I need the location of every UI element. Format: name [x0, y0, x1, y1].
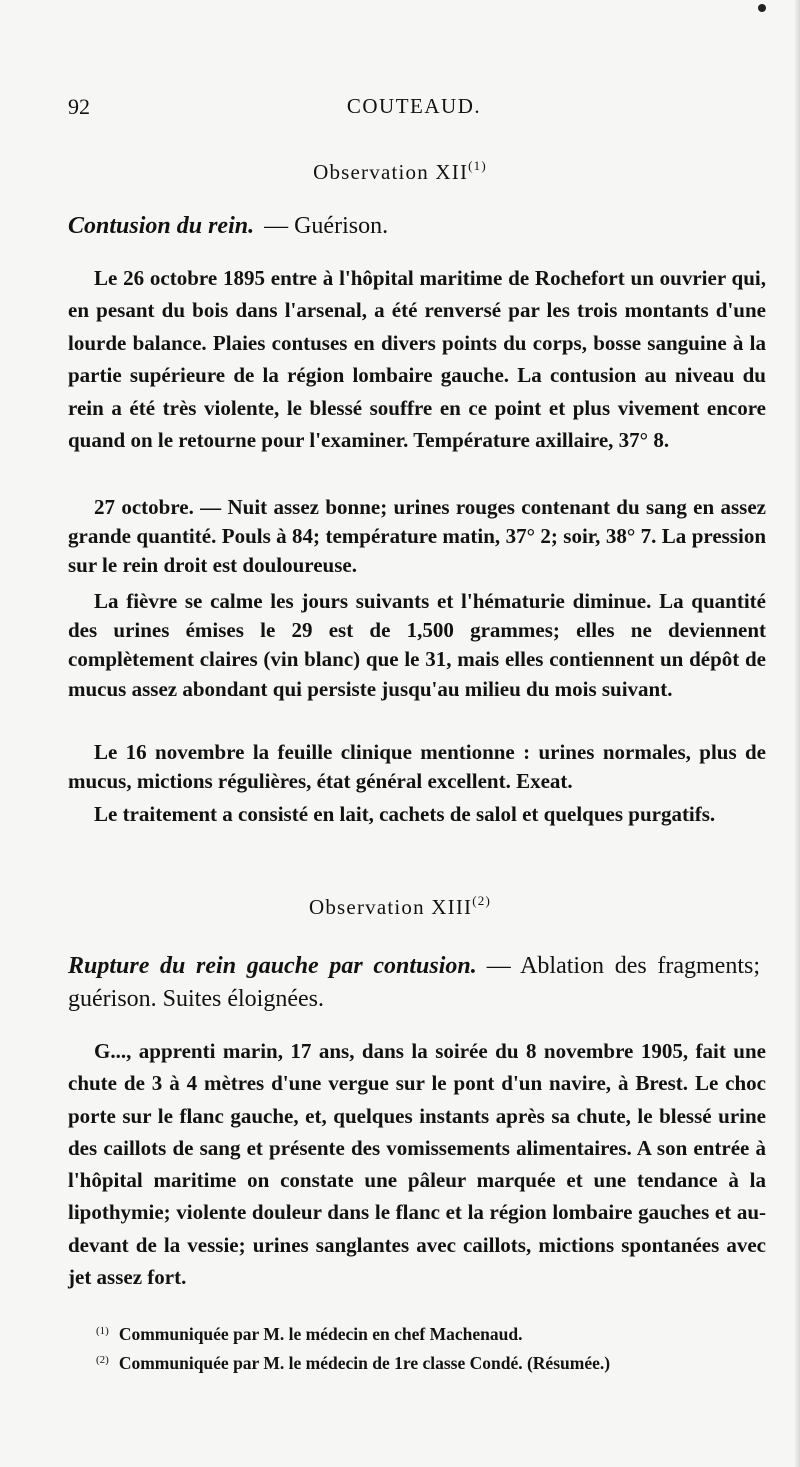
- observation-xiii-subtitle-italic: Rupture du rein gauche par contusion.: [68, 953, 477, 979]
- footnote-1-mark: (1): [96, 1325, 109, 1337]
- observation-xii-paragraph-3: La fièvre se calme les jours suivants et l'hématurie diminue. La quantité des urines émises le 29 est de 1,500 grammes; elles ne deviennent complètement claires (vin blanc) que le 31, mais elles contiennent un dépôt de mucus assez abondant qui persiste jusqu'au milieu du mois suivant.: [68, 589, 766, 701]
- observation-xiii-title-text: Observation XIII: [308, 895, 473, 919]
- ink-speck: [758, 4, 766, 12]
- observation-xii-paragraph-4: Le 16 novembre la feuille clinique mentionne : urines normales, plus de mucus, mictions régulières, état général excellent. Exeat.: [68, 740, 766, 794]
- observation-xii-paragraph-5: Le traitement a consisté en lait, cachets de salol et quelques purgatifs.: [94, 802, 716, 826]
- footnote-ref-1: (1): [468, 158, 487, 173]
- observation-xiii-subtitle-rest: — Ablation des fragments; guérison. Suites éloignées.: [68, 953, 760, 1012]
- footnote-2-text: Communiquée par M. le médecin de 1re classe Condé. (Résumée.): [118, 1353, 611, 1373]
- observation-xiii-title: [0, 893, 800, 920]
- observation-xii-subtitle-italic: Contusion du rein.: [68, 213, 255, 239]
- observation-xii-subtitle-rest: — Guérison.: [264, 213, 389, 239]
- footnotes: [96, 1318, 766, 1376]
- footnote-2: [96, 1347, 766, 1376]
- footnote-2-mark: (2): [96, 1354, 109, 1366]
- observation-xii-paragraph-2: 27 octobre. — Nuit assez bonne; urines rouges contenant du sang en assez grande quantité. Pouls à 84; température matin, 37° 2; soir, 38° 7. La pression sur le rein droit est douloureuse.: [68, 495, 766, 578]
- observation-xiii-subtitle: [68, 950, 760, 1016]
- running-head: COUTEAUD.: [346, 94, 482, 118]
- observation-xii-subtitle: [68, 210, 760, 243]
- page-header: [68, 94, 760, 124]
- observation-xii-paragraph-1: Le 26 octobre 1895 entre à l'hôpital maritime de Rochefort un ouvrier qui, en pesant du bois dans l'arsenal, a été renversé par les trois montants d'une lourde balance. Plaies contuses en divers points du corps, bosse sanguine à la partie supérieure de la région lombaire gauche. La contusion au niveau du rein a été très violente, le blessé souffre en ce point et plus vivement encore quand on le retourne pour l'examiner. Température axillaire, 37° 8.: [68, 266, 766, 453]
- footnote-1: [96, 1318, 766, 1347]
- observation-xiii-paragraph-1: G..., apprenti marin, 17 ans, dans la soirée du 8 novembre 1905, fait une chute de 3 à 4 mètres d'une vergue sur le pont d'un navire, à Brest. Le choc porte sur le flanc gauche, et, quelques instants après sa chute, le blessé urine des caillots de sang et présente des vomissements alimentaires. A son entrée à l'hôpital maritime on constate une pâleur marquée et une tendance à la lipothymie; violente douleur dans le flanc et la région lombaire gauches et au-devant de la vessie; urines sanglantes avec caillots, mictions spontanées avec jet assez fort.: [68, 1039, 766, 1290]
- page-edge-shadow: [794, 0, 800, 1467]
- footnote-1-text: Communiquée par M. le médecin en chef Machenaud.: [118, 1324, 523, 1344]
- page-number: 92: [68, 94, 90, 119]
- observation-xii-title-text: Observation XII: [313, 160, 469, 184]
- footnote-ref-2: (2): [472, 893, 491, 908]
- observation-xii-title: [0, 158, 800, 185]
